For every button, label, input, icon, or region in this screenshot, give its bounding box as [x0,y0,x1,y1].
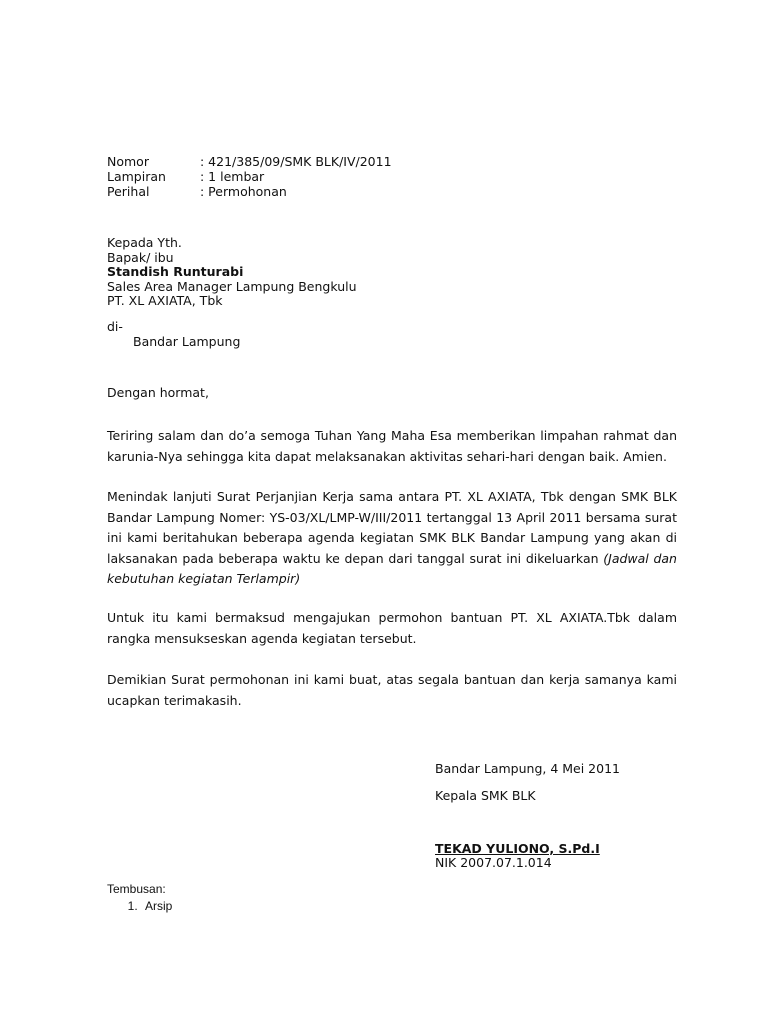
paragraph-2 [107,487,677,590]
paragraph-2-text: Menindak lanjuti Surat Perjanjian Kerja sama antara PT. XL AXIATA, Tbk dengan SMK BLK Bandar Lampung Nomer: YS-03/XL/LMP-W/III/2011 tertanggal 13 April 2011 bersama surat ini kami beritahukan beberapa agenda kegiatan SMK BLK Bandar Lampung yang akan di laksanakan pada beberapa waktu ke depan dari tanggal surat ini dikeluarkan [107,489,677,566]
signer-nik: NIK 2007.07.1.014 [435,855,552,870]
nomor-row [107,154,392,169]
lampiran-value: : 1 lembar [200,169,265,184]
recipient-title: Sales Area Manager Lampung Bengkulu [107,278,357,294]
nomor-value: : 421/385/09/SMK BLK/IV/2011 [200,154,392,169]
recipient-company: PT. XL AXIATA, Tbk [107,293,223,308]
letter-meta [107,154,392,199]
perihal-row [107,184,392,199]
perihal-label: Perihal [107,184,150,199]
lampiran-row [107,169,392,184]
recipient-city: Bandar Lampung [133,334,241,349]
signature-place-date: Bandar Lampung, 4 Mei 2011 [435,761,620,776]
tembusan-block [107,881,172,915]
recipient-salutation: Kepada Yth. [107,235,182,250]
lampiran-label: Lampiran [107,169,166,184]
recipient-name: Standish Runturabi [107,264,244,279]
recipient-block [107,236,357,309]
tembusan-list [107,898,172,915]
signature-position: Kepala SMK BLK [435,788,536,803]
list-item: 1. Arsip [141,898,172,915]
tembusan-label: Tembusan: [107,882,166,896]
paragraph-1: Teriring salam dan do’a semoga Tuhan Yang Maha Esa memberikan limpahan rahmat dan karunia-Nya sehingga kita dapat melaksanakan aktivitas sehari-hari dengan baik. Amien. [107,428,677,464]
di-label: di- [107,319,123,334]
recipient-location [107,319,240,349]
nomor-label: Nomor [107,154,149,169]
perihal-value: : Permohonan [200,184,287,199]
paragraph-4: Demikian Surat permohonan ini kami buat, atas segala bantuan dan kerja samanya kami ucapkan terimakasih. [107,672,677,708]
paragraph-3: Untuk itu kami bermaksud mengajukan permohon bantuan PT. XL AXIATA.Tbk dalam rangka mensukseskan agenda kegiatan tersebut. [107,610,677,646]
greeting: Dengan hormat, [107,385,209,400]
paragraph-2-note: (Jadwal dan kebutuhan kegiatan Terlampir) [107,550,677,586]
signer-name: TEKAD YULIONO, S.Pd.I [435,841,600,856]
recipient-honorific: Bapak/ ibu [107,249,174,265]
